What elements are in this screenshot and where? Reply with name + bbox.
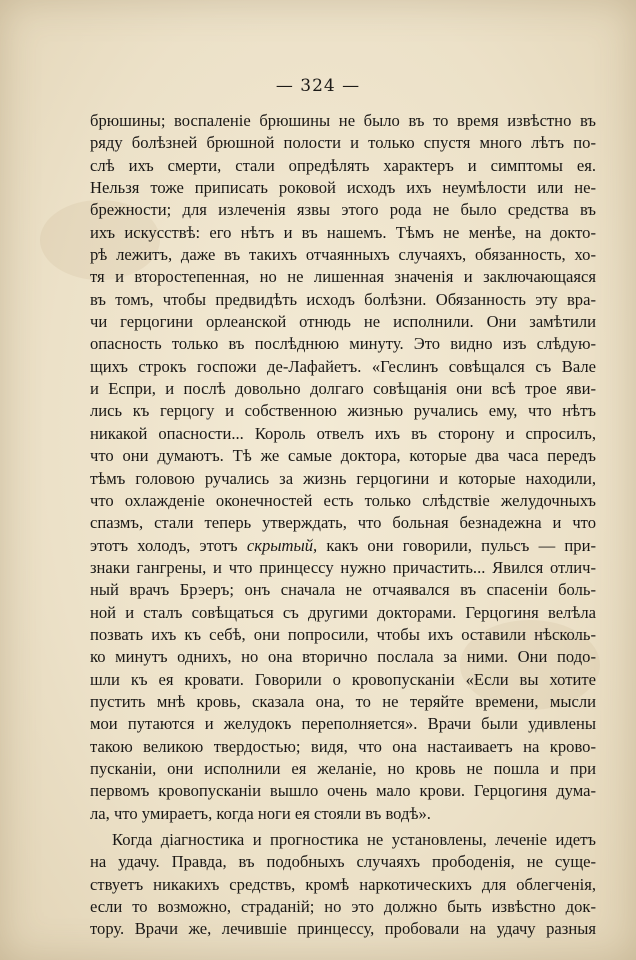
text-line: лись къ герцогу и собственною жизнью ручались ему, что нѣтъ — [90, 401, 596, 421]
text-line: Когда діагностика и прогностика не установлены, леченіе идетъ — [112, 830, 596, 849]
text-line: тору. Врачи же, лечившіе принцессу, пробовали на удачу разныя — [90, 919, 596, 939]
text-line: что охлажденіе оконечностей есть только слѣдствіе желудочныхъ — [90, 490, 596, 510]
text-line: спазмъ, стали теперь утверждать, что больная безнадежна и что — [90, 513, 596, 533]
text-line: никакой опасности... Король отвелъ ихъ въ сторону и спросилъ, — [90, 423, 596, 443]
text-line: въ томъ, чтобы предвидѣть исходъ болѣзни. Обязанность эту вра- — [90, 289, 596, 309]
text-line: опасность только въ послѣднюю минуту. Это видно изъ слѣдую- — [90, 334, 596, 354]
body-text — [90, 110, 596, 941]
text-line: слѣ ихъ смерти, стали опредѣлять характеръ и симптомы ея. — [90, 155, 596, 175]
text-line: рѣ лежитъ, даже въ такихъ отчаянныхъ случаяхъ, обязанность, хо- — [90, 245, 596, 265]
text-line: такою великою твердостью; видя, что она настаиваетъ на крово- — [90, 736, 596, 756]
text-line: пустить мнѣ кровь, сказала она, то не теряйте времени, мысли — [90, 691, 596, 711]
text-line: и Еспри, и послѣ довольно долгаго совѣщанія они всѣ трое яви- — [90, 379, 596, 399]
text-line: позвать ихъ къ себѣ, они попросили, чтобы ихъ оставили нѣсколь- — [90, 624, 596, 644]
text-line: ряду болѣзней брюшной полости и только спустя много лѣтъ по- — [90, 133, 596, 153]
text-line: знаки гангрены, и что принцессу нужно причастить... Явился отлич- — [90, 557, 596, 577]
text-line: Нельзя тоже приписать роковой исходъ ихъ неумѣлости или не- — [90, 178, 596, 198]
text-line: тя и второстепенная, но не лишенная значенія и заключающаяся — [90, 267, 596, 287]
text-line: брюшины; воспаленіе брюшины не было въ то время извѣстно въ — [90, 111, 596, 130]
text-line: ла, что умираетъ, когда ноги ея стояли въ водѣ». — [90, 803, 431, 823]
text-line: шли къ ея кровати. Говорили о кровопусканіи «Если вы хотите — [90, 669, 596, 689]
text-line: тѣмъ головою ручались за жизнь герцогини и которые находили, — [90, 468, 596, 488]
text-line: щихъ строкъ госпожи де-Лафайетъ. «Геслинъ совѣщался съ Вале — [90, 356, 596, 376]
text-line: ной и сталъ совѣщаться съ другими докторами. Герцогиня велѣла — [90, 602, 596, 622]
page-number: — 324 — — [275, 76, 361, 96]
text-line: ко минутъ однихъ, но она вторично послала за ними. Они подо- — [90, 647, 596, 667]
text-segment: этотъ холодъ, этотъ — [90, 535, 247, 555]
text-line: ный врачъ Брэеръ; онъ сначала не отчаявался въ спасеніи боль- — [90, 580, 596, 600]
text-line-with-italic — [90, 535, 596, 557]
text-line: мои путаются и желудокъ переполняется». Врачи были удивлены — [90, 714, 596, 734]
text-line: ствуетъ никакихъ средствъ, кромѣ наркотическихъ для облегченія, — [90, 874, 596, 894]
italic-word: скрытый, — [246, 535, 318, 555]
text-line: ихъ искусствѣ: его нѣтъ и въ нашемъ. Тѣмъ не менѣе, на докто- — [90, 222, 596, 242]
text-segment: какъ они говорили, пульсъ — при- — [317, 535, 596, 555]
text-line: что они думаютъ. Тѣ же самые доктора, которые два часа передъ — [90, 446, 596, 466]
text-line: чи герцогини орлеанской отнюдь не исполнили. Они замѣтили — [90, 312, 596, 332]
text-line: брежности; для излеченія язвы этого рода не было средства въ — [90, 200, 596, 220]
text-line: пусканіи, они исполнили ея желаніе, но кровь не пошла и при — [90, 758, 596, 778]
text-line: если то возможно, страданій; но это должно быть извѣстно док- — [90, 897, 596, 917]
text-line: первомъ кровопусканіи вышло очень мало крови. Герцогиня дума- — [90, 781, 596, 801]
text-line: на удачу. Правда, въ подобныхъ случаяхъ прободенія, не суще- — [90, 852, 596, 872]
